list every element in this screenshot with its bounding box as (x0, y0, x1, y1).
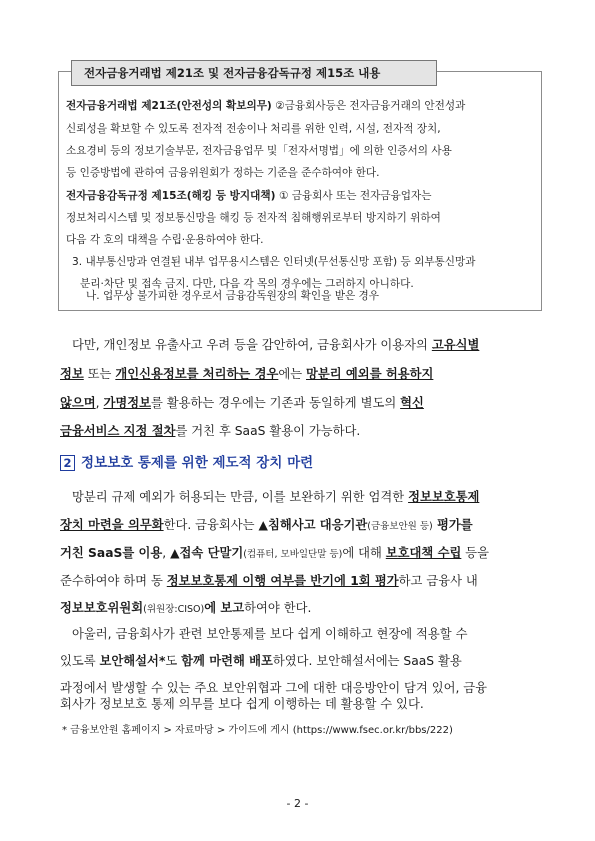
section-number-badge: 2 (60, 455, 75, 471)
footnote: * 금융보안원 홈페이지 > 자료마당 > 가이드에 게시 (https://www.fsec.or.kr/bbs/222) (62, 725, 453, 736)
para3-line4: 회사가 정보보호 통제 의무를 보다 쉽게 이행하는 데 활용할 수 있다. (60, 697, 424, 711)
art15-line1: 전자금융감독규정 제15조(해킹 등 방지대책) ① 금융회사 또는 전자금융업자는 (66, 190, 432, 202)
law-box-title: 전자금융거래법 제21조 및 전자금융감독규정 제15조 내용 (71, 60, 437, 86)
para2-line5: 정보보호위원회(위원장:CISO)에 보고하여야 한다. (60, 601, 312, 615)
para2-line4: 준수하여야 하며 동 정보보호통제 이행 여부를 반기에 1회 평가하고 금융사 내 (60, 574, 478, 588)
para2-line3: 거친 SaaS를 이용, ▲접속 단말기(컴퓨터, 모바일단말 등)에 대해 보호대책 수립 등을 (60, 546, 490, 560)
art21-line3: 소요경비 등의 정보기술부문, 전자금융업무 및「전자서명법」에 의한 인증서의 사용 (66, 145, 452, 157)
art21-line1: 전자금융거래법 제21조(안전성의 확보의무) ②금융회사등은 전자금융거래의 안전성과 (66, 100, 466, 112)
section-2-heading (60, 452, 313, 474)
item3-line2: 분리·차단 및 접속 금지. 다만, 다음 각 목의 경우에는 그러하지 아니하다. (80, 278, 414, 290)
para3-line3: 과정에서 발생할 수 있는 주요 보안위협과 그에 대한 대응방안이 담겨 있어, 금융 (60, 681, 488, 695)
item3-line1: 3. 내부통신망과 연결된 내부 업무용시스템은 인터넷(무선통신망 포함) 등 외부통신망과 (72, 256, 476, 268)
art15-line3: 다음 각 호의 대책을 수립·운용하여야 한다. (66, 234, 264, 246)
para1-line1: 다만, 개인정보 유출사고 우려 등을 감안하여, 금융회사가 이용자의 고유식별 (72, 338, 480, 352)
art15-line2: 정보처리시스템 및 정보통신망을 해킹 등 전자적 침해행위로부터 방지하기 위하여 (66, 212, 441, 224)
art21-line2: 신뢰성을 확보할 수 있도록 전자적 전송이나 처리를 위한 인력, 시설, 전자적 장치, (66, 123, 441, 135)
art15-heading: 전자금융감독규정 제15조(해킹 등 방지대책) (66, 190, 276, 202)
item-na: 나. 업무상 불가피한 경우로서 금융감독원장의 확인을 받은 경우 (86, 290, 380, 302)
section-title: 정보보호 통제를 위한 제도적 장치 마련 (81, 455, 314, 471)
para1-line3: 않으며, 가명정보를 활용하는 경우에는 기존과 동일하게 별도의 혁신 (60, 396, 424, 410)
art21-heading: 전자금융거래법 제21조(안전성의 확보의무) (66, 100, 272, 112)
para2-line2: 장치 마련을 의무화한다. 금융회사는 ▲침해사고 대응기관(금융보안원 등) 평가를 (60, 518, 473, 532)
para2-line1: 망분리 규제 예외가 허용되는 만큼, 이를 보완하기 위한 엄격한 정보보호통제 (72, 490, 480, 504)
page-number: - 2 - (286, 797, 309, 810)
para3-line2: 있도록 보안해설서*도 함께 마련해 배포하였다. 보안해설서에는 SaaS 활용 (60, 654, 462, 668)
para1-line4: 금융서비스 지정 절차를 거친 후 SaaS 활용이 가능하다. (60, 424, 361, 438)
para3-line1: 아울러, 금융회사가 관련 보안통제를 보다 쉽게 이해하고 현장에 적용할 수 (72, 627, 468, 641)
para1-line2: 정보 또는 개인신용정보를 처리하는 경우에는 망분리 예외를 허용하지 (60, 367, 434, 381)
art21-line4: 등 인증방법에 관하여 금융위원회가 정하는 기준을 준수하여야 한다. (66, 167, 380, 179)
